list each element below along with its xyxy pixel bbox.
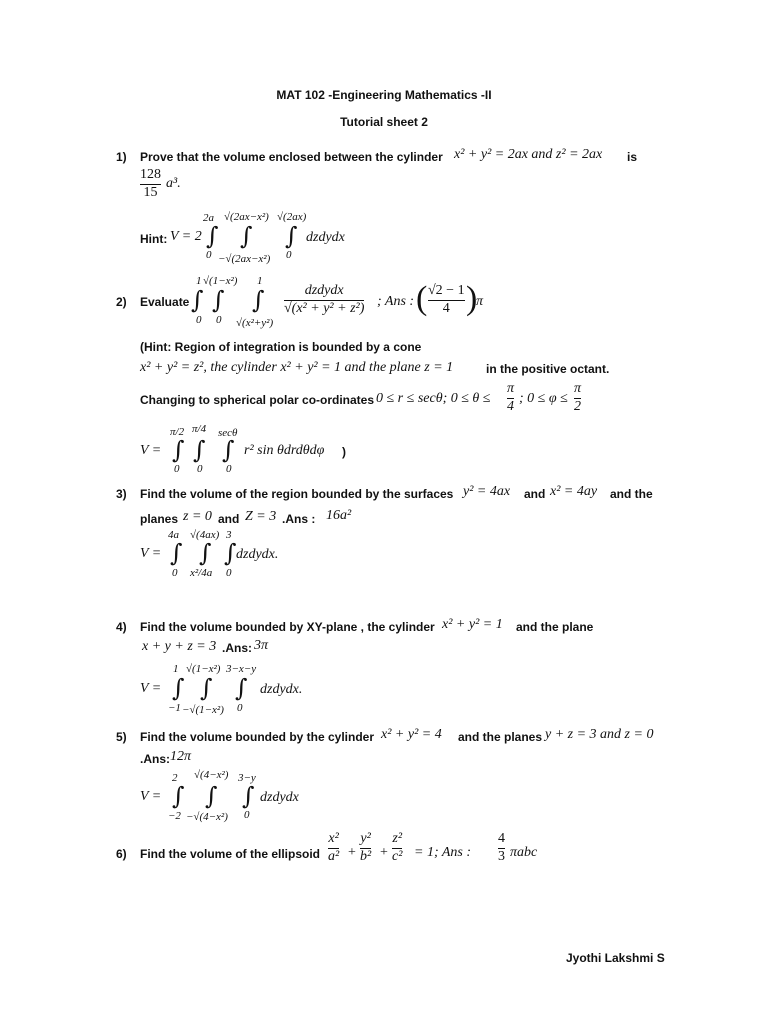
integral-sign: ∫ <box>224 539 237 567</box>
phi-fraction: $\frac{\pi}{2}$ <box>574 381 582 414</box>
hint-math-3b: ; 0 ≤ φ ≤ <box>519 391 568 406</box>
problem-math: x² + y² = 2ax and z² = 2ax <box>454 147 603 162</box>
limit-outer-bottom: 0 <box>172 567 178 579</box>
problem-text-tail: is <box>627 150 638 164</box>
limit-outer-bottom: −1 <box>168 702 181 714</box>
integral-sign: ∫ <box>170 539 183 567</box>
limit-middle-bottom: −√(2ax−x²) <box>218 253 271 265</box>
limit-outer-top: 1 <box>173 663 179 675</box>
plus-sign: + <box>348 845 356 860</box>
text-and-2: and the <box>610 487 653 501</box>
term-y-fraction: $\frac{\text{y²}}{\text{b²}}$ <box>360 831 372 864</box>
v-label: V = <box>140 546 162 561</box>
limit-outer-top: 4a <box>168 529 179 541</box>
problem-number: 2) <box>116 295 127 309</box>
limit-middle-bottom: 0 <box>216 314 222 326</box>
problem-number: 5) <box>116 730 127 744</box>
limit-inner-top: √(2ax) <box>277 211 307 223</box>
integral-sign: ∫ <box>200 674 213 702</box>
integral-sign: ∫ <box>285 222 298 250</box>
limit-middle-top: √(1−x²) <box>203 275 238 287</box>
limit-middle-top: √(1−x²) <box>186 663 221 675</box>
limit-inner-bottom: 0 <box>226 567 232 579</box>
integral-sign: ∫ <box>206 222 219 250</box>
limit-inner-top: 3−y <box>238 772 256 784</box>
limit-middle-top: π/4 <box>192 423 207 435</box>
v-integrand: dzdydx. <box>260 682 303 697</box>
limit-outer-bottom: 0 <box>206 249 212 261</box>
math-1: x² + y² = 4 <box>381 727 442 742</box>
integral-sign: ∫ <box>222 436 235 464</box>
answer-fraction: $\frac{4}{3}$ <box>498 831 505 864</box>
limit-outer-top: 2 <box>172 772 178 784</box>
v-label: V = <box>140 443 162 458</box>
page-subtitle: Tutorial sheet 2 <box>340 115 428 129</box>
problem-text-tail: and the plane <box>516 620 594 634</box>
limit-inner-bottom: 0 <box>237 702 243 714</box>
limit-inner-top: 3 <box>226 529 232 541</box>
integral-sign: ∫ <box>252 286 265 314</box>
page-title: MAT 102 -Engineering Mathematics -II <box>276 88 492 102</box>
v-integrand: dzdydx <box>260 790 299 805</box>
math-2: x + y + z = 3 <box>142 639 217 654</box>
problem-text: Find the volume of the ellipsoid <box>140 847 321 861</box>
answer-label: ; Ans : <box>377 294 415 309</box>
limit-inner-bottom: 0 <box>226 463 232 475</box>
equation-answer-label: = 1; Ans : <box>414 845 472 860</box>
ans-label: .Ans: <box>140 752 170 766</box>
hint-close: ) <box>342 445 346 459</box>
author-name: Jyothi Lakshmi S <box>566 951 665 965</box>
integrand-fraction: $\frac{\text{dzdydx}}{\text{√(x² + y² + z²)}}$ <box>284 283 365 316</box>
math-1: x² + y² = 1 <box>442 617 503 632</box>
integral-sign: ∫ <box>242 782 255 810</box>
limit-middle-top: √(4ax) <box>190 529 220 541</box>
ans-label: .Ans : <box>282 512 316 526</box>
integral-sign: ∫ <box>193 436 206 464</box>
v-integrand: dzdydx. <box>236 547 279 562</box>
limit-outer-bottom: −2 <box>168 810 181 822</box>
math-3: z = 0 <box>183 509 212 524</box>
problem-text: Evaluate <box>140 295 190 309</box>
limit-middle-top: √(2ax−x²) <box>224 211 269 223</box>
integral-sign: ∫ <box>205 782 218 810</box>
math-2: x² = 4ay <box>550 484 598 499</box>
integral-sign: ∫ <box>172 782 185 810</box>
hint-line-1: (Hint: Region of integration is bounded by a cone <box>140 340 422 354</box>
limit-middle-bottom: 0 <box>197 463 203 475</box>
integral-sign: ∫ <box>199 539 212 567</box>
term-x-fraction: $\frac{\text{x²}}{\text{a²}}$ <box>328 831 340 864</box>
problem-text: Find the volume of the region bounded by the surfaces <box>140 487 454 501</box>
limit-outer-top: 2a <box>203 212 214 224</box>
integral-sign: ∫ <box>212 286 225 314</box>
math-2: y + z = 3 and z = 0 <box>545 727 654 742</box>
limit-inner-top: 1 <box>257 275 263 287</box>
math-1: y² = 4ax <box>463 484 511 499</box>
hint-line-3: Changing to spherical polar co-ordinates <box>140 393 375 407</box>
hint-text-2: in the positive octant. <box>486 362 610 376</box>
term-z-fraction: $\frac{\text{z²}}{\text{c²}}$ <box>392 831 403 864</box>
limit-middle-bottom: x²/4a <box>190 567 213 579</box>
ans-value: 3π <box>254 638 269 653</box>
problem-number: 1) <box>116 150 127 164</box>
problem-text: Prove that the volume enclosed between the cylinder <box>140 150 443 164</box>
v-label: V = <box>140 789 162 804</box>
integral-sign: ∫ <box>191 286 204 314</box>
answer-fraction: $\frac{√2 - 1}{4}$ <box>428 283 465 316</box>
hint-label: Hint: <box>140 232 168 246</box>
limit-inner-top: 3−x−y <box>226 663 257 675</box>
limit-outer-bottom: 0 <box>174 463 180 475</box>
hint-math: V = 2 <box>170 229 202 244</box>
answer-tail: a³. <box>166 176 181 191</box>
integral-sign: ∫ <box>172 674 185 702</box>
text-and-3: and <box>218 512 240 526</box>
ans-label: .Ans: <box>222 641 252 655</box>
integral-sign: ∫ <box>240 222 253 250</box>
v-label: V = <box>140 681 162 696</box>
limit-inner-top: secθ <box>218 427 238 439</box>
hint-math-3a: 0 ≤ r ≤ secθ; 0 ≤ θ ≤ <box>376 391 491 406</box>
theta-fraction: $\frac{\pi}{4}$ <box>507 381 515 414</box>
answer-tail: πabc <box>510 845 538 860</box>
hint-integrand: dzdydx <box>306 230 345 245</box>
hint-math-2: x² + y² = z², the cylinder x² + y² = 1 and the plane z = 1 <box>140 360 454 375</box>
limit-middle-bottom: −√(4−x²) <box>186 811 228 823</box>
problem-text: Find the volume bounded by XY-plane , the cylinder <box>140 620 435 634</box>
problem-number: 6) <box>116 847 127 861</box>
integral-sign: ∫ <box>172 436 185 464</box>
limit-outer-bottom: 0 <box>196 314 202 326</box>
problem-text-tail: and the planes <box>458 730 543 744</box>
answer-fraction: $\frac{128}{15}$ <box>140 167 161 200</box>
limit-inner-bottom: 0 <box>286 249 292 261</box>
right-paren: ) <box>466 280 478 317</box>
answer-tail: π <box>476 294 484 309</box>
problem-number: 4) <box>116 620 127 634</box>
ans-value: 12π <box>170 749 192 764</box>
math-4: Z = 3 <box>245 509 277 524</box>
limit-outer-top: 1 <box>196 275 202 287</box>
text-and-1: and <box>524 487 546 501</box>
limit-inner-bottom: 0 <box>244 809 250 821</box>
text-planes: planes <box>140 512 179 526</box>
limit-outer-top: π/2 <box>170 426 185 438</box>
ans-value: 16a² <box>326 508 352 523</box>
limit-inner-bottom: √(x²+y²) <box>236 317 274 329</box>
integral-sign: ∫ <box>235 674 248 702</box>
problem-number: 3) <box>116 487 127 501</box>
left-paren: ( <box>416 280 428 317</box>
problem-text: Find the volume bounded by the cylinder <box>140 730 375 744</box>
limit-middle-top: √(4−x²) <box>194 769 229 781</box>
plus-sign: + <box>380 845 388 860</box>
v-integrand: r² sin θdrdθdφ <box>244 443 325 458</box>
limit-middle-bottom: −√(1−x²) <box>182 704 224 716</box>
